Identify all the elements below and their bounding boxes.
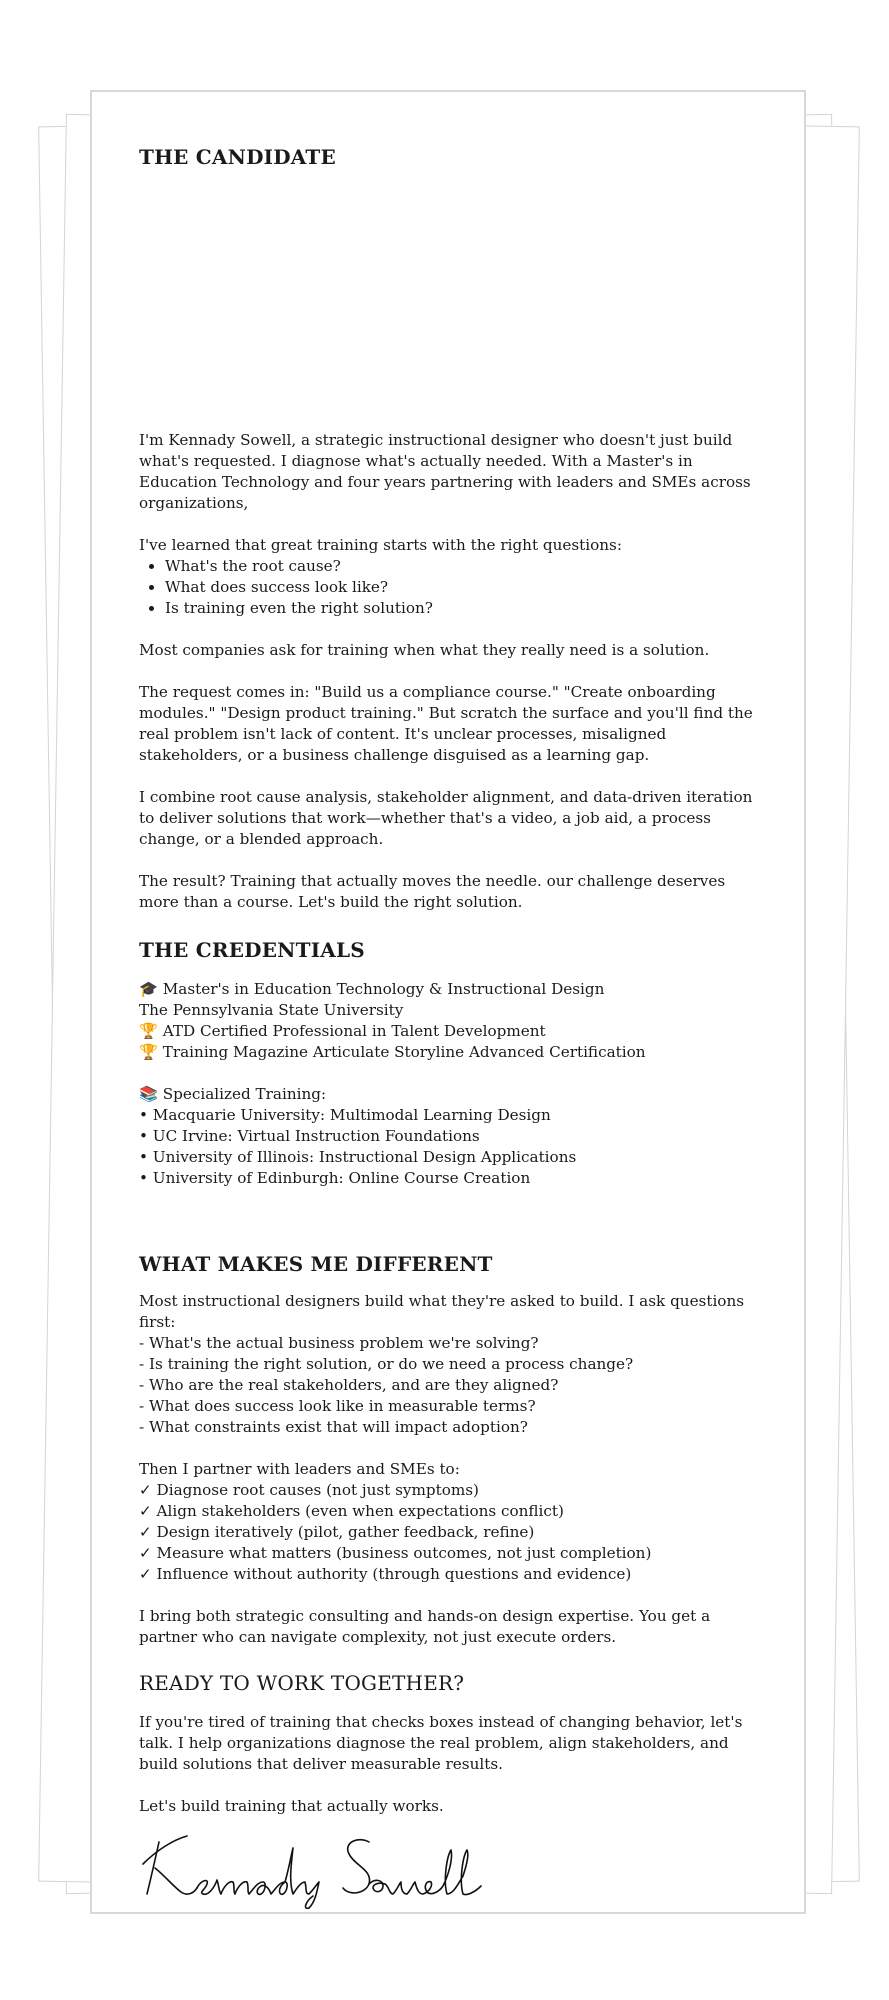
- signature-text: [232, 1942, 240, 1943]
- ready-heading: READY TO WORK TOGETHER?: [139, 1671, 465, 1695]
- list-item: • University of Illinois: Instructional Design Applications: [139, 1148, 577, 1166]
- different-heading: WHAT MAKES ME DIFFERENT: [139, 1252, 493, 1276]
- solution-paragraph: Most companies ask for training when what they really need is a solution.: [139, 641, 710, 659]
- letter-page: [90, 90, 806, 1914]
- questions-list: [139, 556, 769, 619]
- blank-space: [139, 170, 769, 430]
- list-item: ✓ Align stakeholders (even when expectations conflict): [139, 1502, 564, 1520]
- list-item: ✓ Design iteratively (pilot, gather feedback, refine): [139, 1523, 535, 1541]
- certification-line: 🏆 ATD Certified Professional in Talent Development: [139, 1022, 546, 1040]
- different-closing: I bring both strategic consulting and hands-on design expertise. You get a partner who can navigate complexity, not just execute orders.: [139, 1607, 711, 1646]
- combine-paragraph: I combine root cause analysis, stakeholder alignment, and data-driven iteration to deliver solutions that work—whether that's a video, a job aid, a process change, or a blended approach.: [139, 788, 753, 848]
- list-item: • What's the root cause?: [165, 556, 769, 577]
- certification-line: 🏆 Training Magazine Articulate Storyline Advanced Certification: [139, 1043, 646, 1061]
- partner-lead: Then I partner with leaders and SMEs to:: [139, 1460, 460, 1478]
- list-item: • Is training even the right solution?: [165, 598, 769, 619]
- list-item: • What does success look like?: [165, 577, 769, 598]
- questions-lead: I've learned that great training starts with the right questions:: [139, 536, 622, 554]
- result-paragraph: The result? Training that actually moves the needle. our challenge deserves more than a course. Let's build the right solution.: [139, 872, 726, 911]
- list-item: - What constraints exist that will impact adoption?: [139, 1418, 528, 1436]
- list-item: - What does success look like in measurable terms?: [139, 1397, 536, 1415]
- degree-line: 🎓 Master's in Education Technology & Instructional Design: [139, 980, 605, 998]
- ready-closing: Let's build training that actually works.: [139, 1797, 444, 1815]
- specialized-label: 📚 Specialized Training:: [139, 1085, 327, 1103]
- candidate-heading: THE CANDIDATE: [139, 145, 336, 169]
- list-item: - What's the actual business problem we're solving?: [139, 1334, 539, 1352]
- list-item: - Who are the real stakeholders, and are they aligned?: [139, 1376, 559, 1394]
- list-item: - Is training the right solution, or do we need a process change?: [139, 1355, 634, 1373]
- signature: [137, 1820, 497, 1910]
- list-item: ✓ Measure what matters (business outcomes, not just completion): [139, 1544, 652, 1562]
- candidate-intro: I'm Kennady Sowell, a strategic instructional designer who doesn't just build what's requested. I diagnose what's actually needed. With a Master's in Education Technology and four years partnering with leaders and SMEs across organizations,: [139, 431, 751, 512]
- credentials-heading: THE CREDENTIALS: [139, 938, 365, 962]
- letter-content: [139, 144, 769, 1817]
- request-paragraph: The request comes in: "Build us a compliance course." "Create onboarding modules." "Design product training." But scratch the surface and you'll find the real problem isn't lack of content. It's unclear processes, misaligned stakeholders, or a business challenge disguised as a learning gap.: [139, 683, 753, 764]
- different-lead: Most instructional designers build what they're asked to build. I ask questions first:: [139, 1292, 745, 1331]
- list-item: • Macquarie University: Multimodal Learning Design: [139, 1106, 551, 1124]
- list-item: ✓ Influence without authority (through questions and evidence): [139, 1565, 632, 1583]
- list-item: • UC Irvine: Virtual Instruction Foundations: [139, 1127, 480, 1145]
- list-item: ✓ Diagnose root causes (not just symptoms): [139, 1481, 479, 1499]
- list-item: • University of Edinburgh: Online Course Creation: [139, 1169, 531, 1187]
- school-line: The Pennsylvania State University: [139, 1001, 404, 1019]
- ready-paragraph: If you're tired of training that checks boxes instead of changing behavior, let's talk. I help organizations diagnose the real problem, align stakeholders, and build solutions that deliver measurable results.: [139, 1713, 743, 1773]
